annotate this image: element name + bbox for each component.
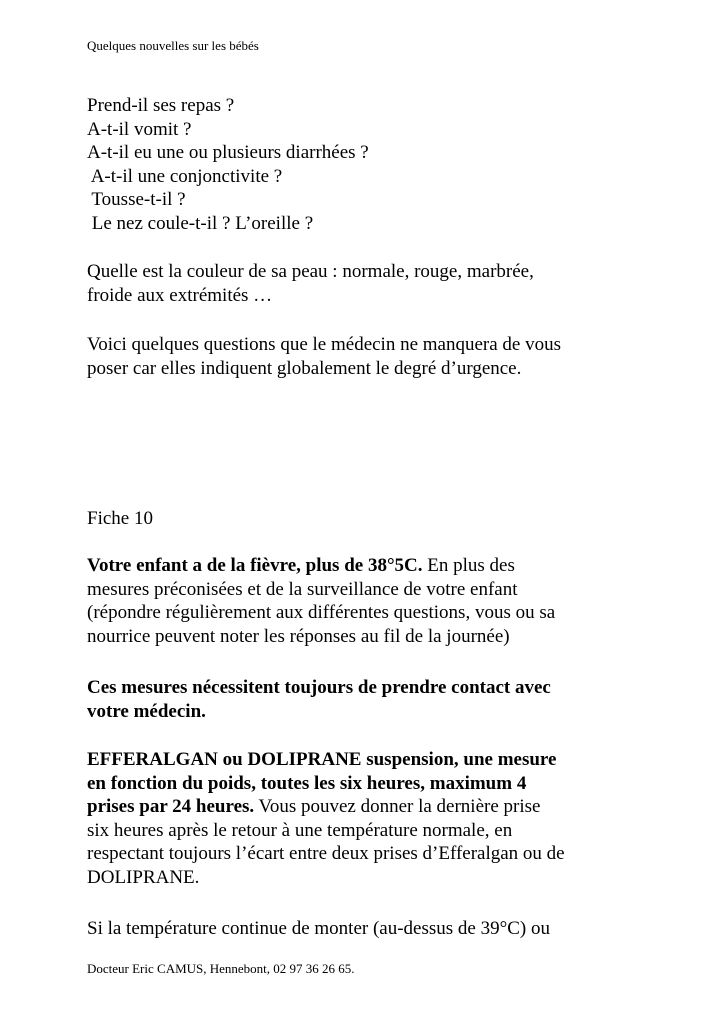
note-line: Voici quelques questions que le médecin ne manquera de vous (87, 334, 561, 355)
fever-line: (répondre régulièrement aux différentes questions, vous ou sa (87, 602, 556, 623)
fever-line-1 (87, 554, 657, 578)
temperature-paragraph (87, 917, 657, 941)
questions-note-paragraph (87, 333, 657, 380)
dose-line: DOLIPRANE. (87, 866, 200, 888)
fever-line: nourrice peuvent noter les réponses au fil de la journée) (87, 625, 510, 647)
dose-bold-line: en fonction du poids, toutes les six heures, maximum 4 (87, 772, 527, 794)
temperature-line: Si la température continue de monter (au-dessus de 39°C) ou (87, 918, 550, 939)
question-line: A-t-il eu une ou plusieurs diarrhées ? (87, 142, 369, 163)
contact-line: Ces mesures nécessitent toujours de prendre contact avec (87, 677, 551, 698)
dose-line: respectant toujours l’écart entre deux prises d’Efferalgan ou de (87, 843, 565, 864)
fiche-title (87, 507, 657, 531)
question-line: Le nez coule-t-il ? L’oreille ? (87, 212, 314, 234)
fever-paragraph (87, 554, 657, 648)
questions-list (87, 94, 657, 235)
skin-line: Quelle est la couleur de sa peau : normale, rouge, marbrée, (87, 261, 534, 282)
question-line: A-t-il une conjonctivite ? (87, 165, 283, 187)
dose-line: six heures après le retour à une température normale, en (87, 819, 513, 841)
skin-line: froide aux extrémités … (87, 284, 273, 306)
question-line: Prend-il ses repas ? (87, 95, 235, 116)
fever-bold: Votre enfant a de la fièvre, plus de 38°5C. (87, 555, 423, 576)
dose-bold-last: prises par 24 heures. (87, 796, 255, 817)
page-footer: Docteur Eric CAMUS, Hennebont, 02 97 36 26 65. (87, 961, 355, 976)
note-line: poser car elles indiquent globalement le degré d’urgence. (87, 357, 522, 379)
dose-bold-line: EFFERALGAN ou DOLIPRANE suspension, une mesure (87, 749, 557, 770)
contact-line: votre médecin. (87, 700, 206, 722)
fever-rest: En plus des (422, 555, 515, 576)
page-header: Quelques nouvelles sur les bébés (87, 38, 259, 53)
question-line: A-t-il vomit ? (87, 118, 192, 140)
skin-paragraph (87, 260, 657, 307)
dose-paragraph (87, 748, 657, 889)
dose-rest: Vous pouvez donner la dernière prise (254, 796, 541, 817)
question-line: Tousse-t-il ? (87, 189, 186, 210)
contact-paragraph (87, 676, 657, 723)
dose-line-mixed (87, 795, 657, 819)
fiche-title-text: Fiche 10 (87, 508, 153, 529)
fever-line: mesures préconisées et de la surveillance de votre enfant (87, 578, 518, 600)
